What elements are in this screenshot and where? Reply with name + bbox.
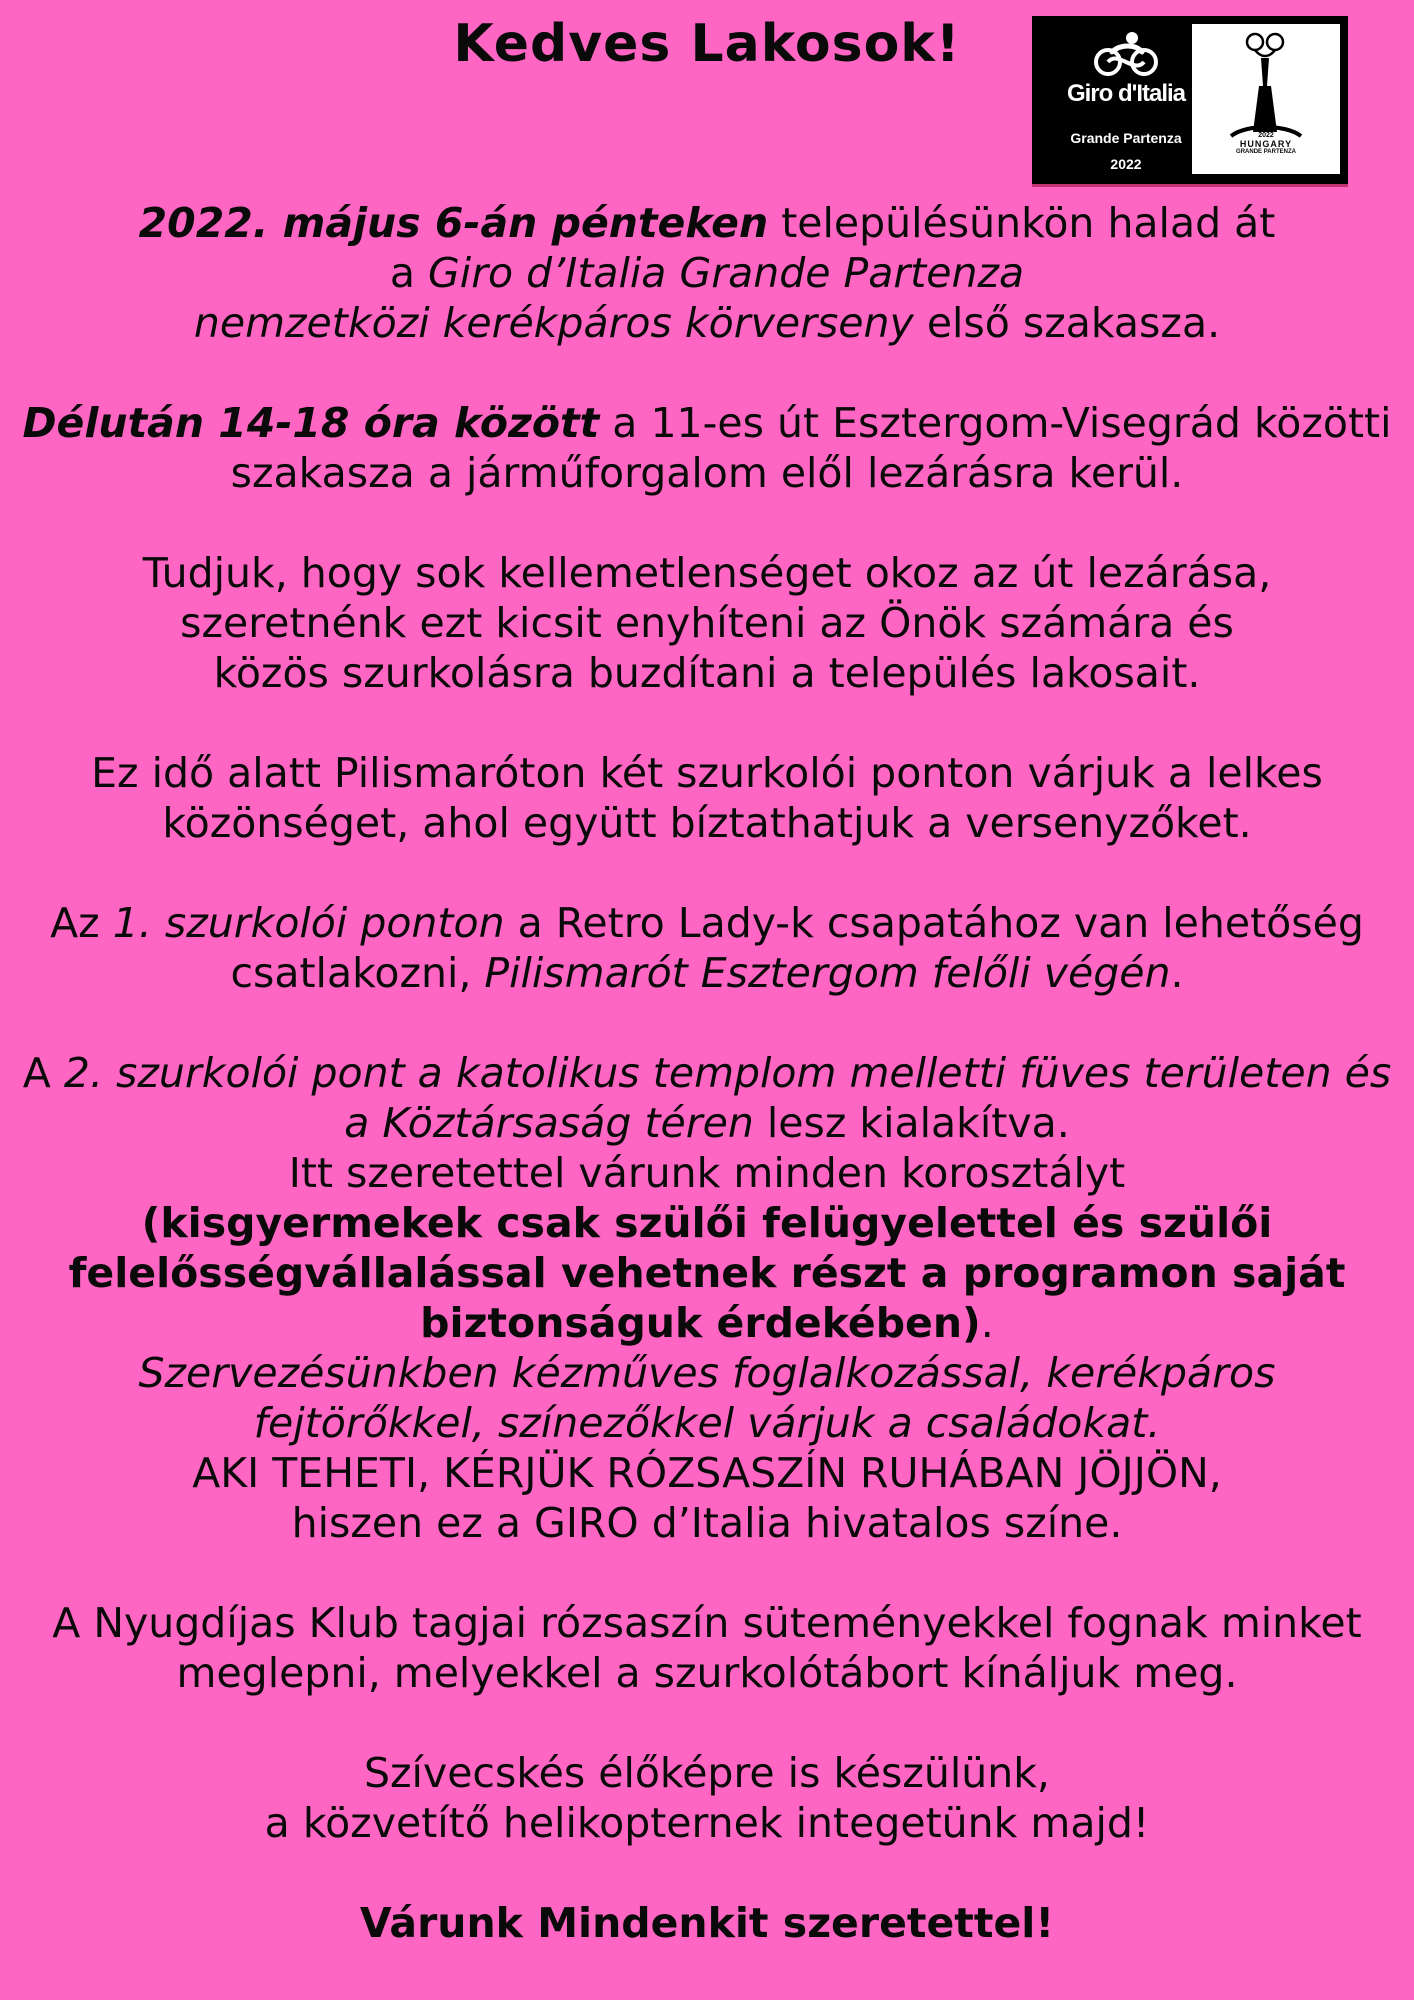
hungary-grande-partenza-logo xyxy=(1192,24,1340,174)
giro-hungary-logo xyxy=(1032,16,1348,187)
paragraph-race-intro: 2022. május 6-án pénteken településünkön halad át a Giro d’Italia Grande Partenza nemzetközi kerékpáros körverseny első szakasza. xyxy=(138,199,1276,347)
paragraph-apology: Tudjuk, hogy sok kellemetlenséget okoz az út lezárása, szeretnénk ezt kicsit enyhíteni az Önök számára és közös szurkolásra buzdítani a település lakosait. xyxy=(142,549,1272,697)
paragraph-fan-point-2: A 2. szurkolói pont a katolikus templom melletti füves területen és a Köztársaság téren lesz kialakítva. Itt szeretettel várunk minden korosztályt (kisgyermekek csak szülői felügyelettel és szülői felelősségvállalással vehetnek részt a programon saját biztonságuk érdekében). Szervezésünkben kézműves foglalkozással, kerékpáros fejtörőkkel, színezőkkel várjuk a családokat. AKI TEHETI, KÉRJÜK RÓZSASZÍN RUHÁBAN JÖJJÖN, hiszen ez a GIRO d’Italia hivatalos színe. xyxy=(22,1049,1405,1547)
letter-body xyxy=(20,198,1405,1998)
hungary-subtitle: GRANDE PARTENZA xyxy=(1236,149,1296,155)
paragraph-fan-points: Ez idő alatt Pilismaróton két szurkolói ponton várjuk a lelkes közönséget, ahol együtt bíztathatjuk a versenyzőket. xyxy=(91,749,1323,847)
trophy-sculpture-icon xyxy=(1211,28,1321,140)
giro-logo xyxy=(1042,24,1210,176)
paragraph-pensioners-club: A Nyugdíjas Klub tagjai rózsaszín süteményekkel fognak minket meglepni, melyekkel a szurkolótábort kínáljuk meg. xyxy=(52,1599,1362,1697)
page-title: Kedves Lakosok! xyxy=(453,14,961,74)
paragraph-fan-point-1: Az 1. szurkolói ponton a Retro Lady-k csapatához van lehetőség csatlakozni, Pilismarót Esztergom felőli végén. xyxy=(50,899,1377,997)
paragraph-road-closure: Délután 14-18 óra között a 11-es út Esztergom-Visegrád közötti szakasza a járműforgalom elől lezárásra kerül. xyxy=(22,399,1405,497)
giro-subtitle: Grande Partenza xyxy=(1070,130,1182,146)
closing-line: Várunk Mindenkit szeretettel! xyxy=(359,1899,1055,1947)
hungary-name: HUNGARY xyxy=(1239,139,1293,149)
bicycle-rider-icon xyxy=(1086,30,1166,78)
hungary-year: 2022 xyxy=(1258,132,1274,139)
giro-name: Giro d'Italia xyxy=(1066,80,1186,107)
giro-year: 2022 xyxy=(1110,156,1142,172)
paragraph-helicopter: Szívecskés élőképre is készülünk, a közvetítő helikopternek integetünk majd! xyxy=(264,1749,1150,1847)
